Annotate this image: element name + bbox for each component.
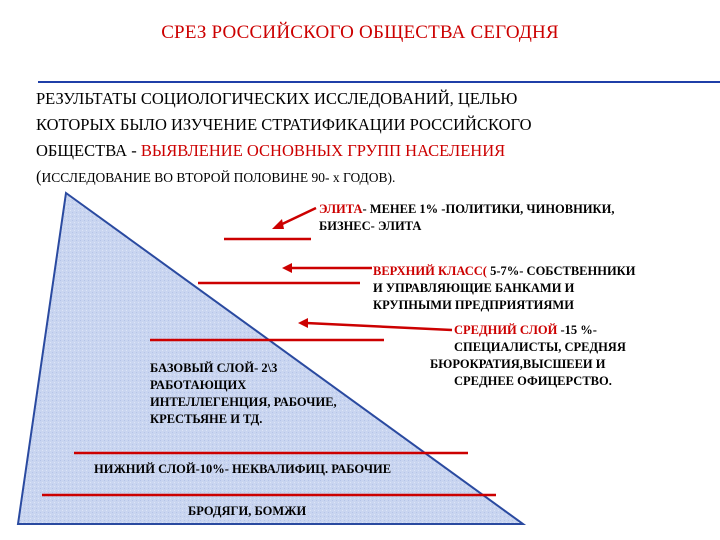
elite-arrow <box>278 208 316 226</box>
middle-layer-label-line-3: БЮРОКРАТИЯ,ВЫСШЕЕИ И <box>430 357 606 371</box>
base-layer-label-line-4: КРЕСТЬЯНЕ И ТД. <box>150 412 263 426</box>
middle-layer-label-line-2: СПЕЦИАЛИСТЫ, СРЕДНЯЯ <box>454 340 626 354</box>
base-layer-label <box>150 360 337 428</box>
middle-arrow-head <box>298 318 308 328</box>
base-layer-label-line-3: ИНТЕЛЛЕГЕНЦИЯ, РАБОЧИЕ, <box>150 395 337 409</box>
lower-layer-label: НИЖНИЙ СЛОЙ-10%- НЕКВАЛИФИЦ. РАБОЧИЕ <box>94 462 392 476</box>
middle-layer-label-red: СРЕДНИЙ СЛОЙ <box>454 323 558 337</box>
elite-label <box>319 201 614 235</box>
base-layer-label-line-1: БАЗОВЫЙ СЛОЙ- 2\3 <box>150 361 278 375</box>
elite-arrow-head <box>272 219 284 229</box>
intro-line-3-prefix: ОБЩЕСТВА - <box>36 141 141 160</box>
upper-class-label <box>373 263 635 314</box>
elite-label-line-2: БИЗНЕС- ЭЛИТА <box>319 219 422 233</box>
bottom-layer-label: БРОДЯГИ, БОМЖИ <box>188 504 307 518</box>
elite-label-rest: - МЕНЕЕ 1% -ПОЛИТИКИ, ЧИНОВНИКИ, <box>362 202 615 216</box>
middle-layer-label-line-4: СРЕДНЕЕ ОФИЦЕРСТВО. <box>454 374 612 388</box>
base-layer-label-line-2: РАБОТАЮЩИХ <box>150 378 247 392</box>
upper-class-label-red: ВЕРХНИЙ КЛАСС( <box>373 264 487 278</box>
page-title: СРЕЗ РОССИЙСКОГО ОБЩЕСТВА СЕГОДНЯ <box>161 22 559 43</box>
upper-class-label-line-3: КРУПНЫМИ ПРЕДПРИЯТИЯМИ <box>373 298 574 312</box>
elite-label-red: ЭЛИТА <box>319 202 363 216</box>
middle-arrow <box>306 323 452 330</box>
intro-highlight: ВЫЯВЛЕНИЕ ОСНОВНЫХ ГРУПП НАСЕЛЕНИЯ <box>140 141 506 160</box>
upper-arrow-head <box>282 263 292 273</box>
upper-class-label-line-2: И УПРАВЛЯЮЩИЕ БАНКАМИ И <box>373 281 575 295</box>
upper-class-label-rest: 5-7%- СОБСТВЕННИКИ <box>486 264 636 278</box>
intro-line-1: РЕЗУЛЬТАТЫ СОЦИОЛОГИЧЕСКИХ ИССЛЕДОВАНИЙ, ЦЕЛЬЮ <box>36 89 518 108</box>
middle-layer-label-rest: -15 %- <box>557 323 597 337</box>
intro-line-4-lead: ( <box>36 167 42 186</box>
intro-line-4-text: ИССЛЕДОВАНИЕ ВО ВТОРОЙ ПОЛОВИНЕ 90- х ГОДОВ). <box>41 170 396 185</box>
middle-layer-label <box>430 322 626 390</box>
intro-line-2: КОТОРЫХ БЫЛО ИЗУЧЕНИЕ СТРАТИФИКАЦИИ РОССИЙСКОГО <box>36 115 532 134</box>
